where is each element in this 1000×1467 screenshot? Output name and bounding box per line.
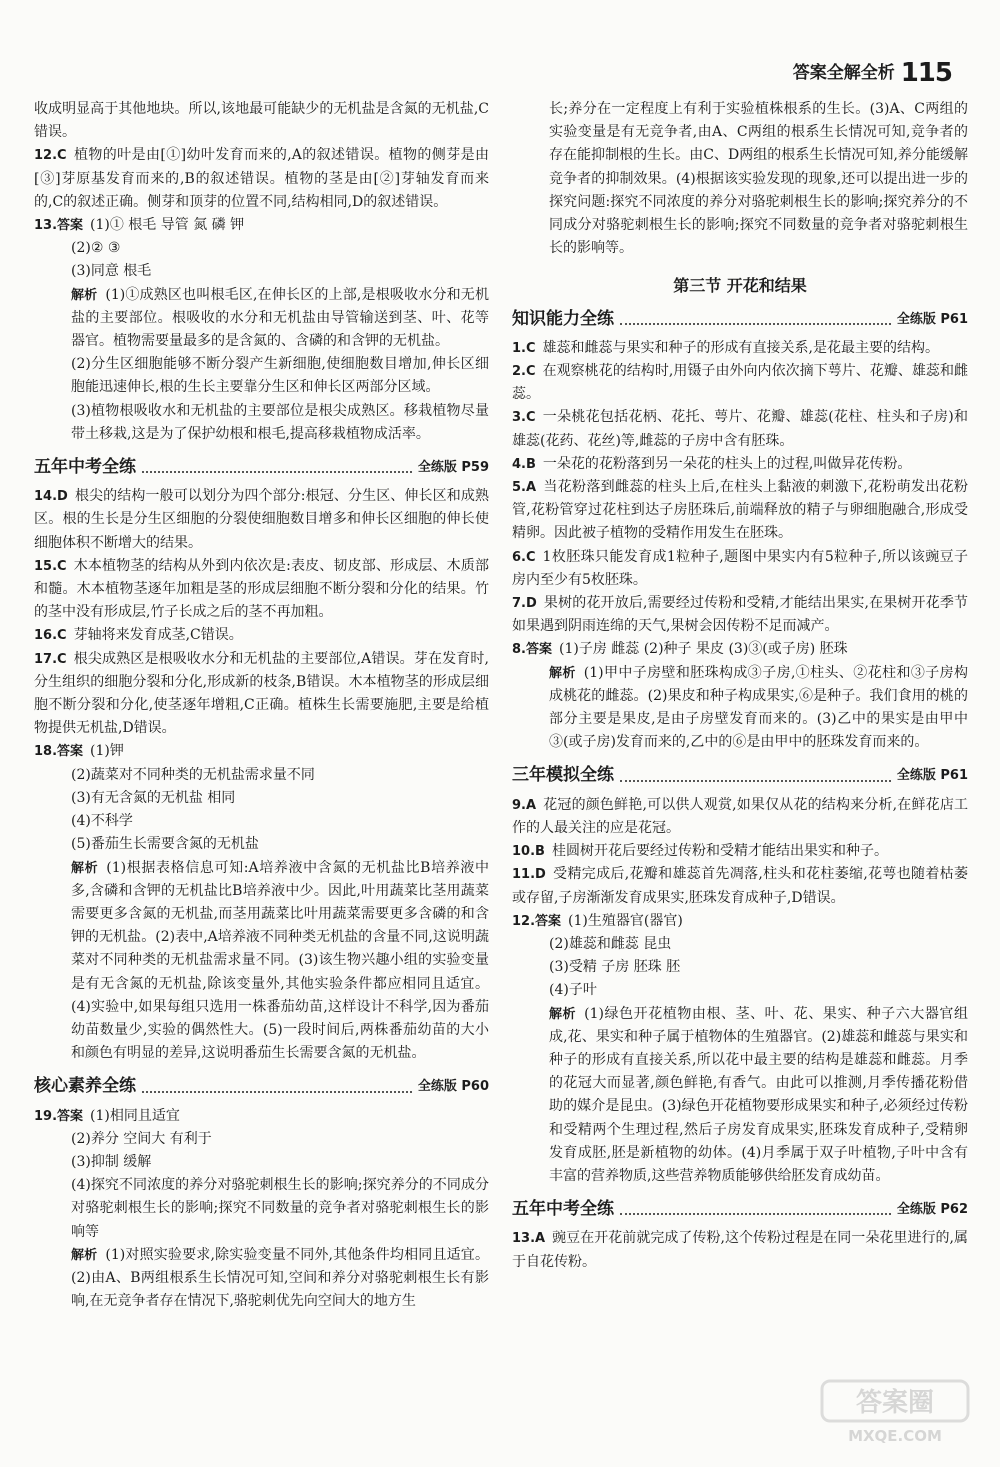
answer-7: 7.D 果树的花开放后,需要经过传粉和受精,才能结出果实,在果树开花季节如果遇到阴雨连绵的天气,果树会因传粉不足而减产。	[512, 595, 968, 635]
section-version: 全练版 P59	[417, 460, 489, 476]
answer-12	[34, 144, 489, 214]
explanation-part: (3)植物根吸收水和无机盐的主要部位是根尖成熟区。移栽植物尽量带土移栽,这是为了保护幼根和根毛,提高移栽植物成活率。	[71, 402, 489, 442]
leader-dots	[620, 323, 891, 325]
section-header	[34, 1075, 489, 1098]
answer-6: 6.C 1枚胚珠只能发育成1粒种子,题图中果实内有5粒种子,所以该豌豆子房内至少有5枚胚珠。	[512, 548, 968, 588]
chapter-subtitle: 第三节 开花和结果	[673, 276, 807, 296]
section-version: 全练版 P61	[896, 768, 968, 784]
answer-19: 19.答案 (1)相同且适宜 (2)养分 空间大 有利于 (3)抑制 缓解 (4)探究不同浓度的养分对骆驼刺根生长的影响;探究养分的不同成分对骆驼刺根生长的影响;探究不同数量的竞争者对骆驼刺根生长的影响等 解析 (1)对照实验要求,除实验变量不同外,其他条件均相同且适宜。(2)由A、B两组根系生长情况可知,空间和养分对骆驼刺根生长有影响,在无竞争者存在情况下,骆驼刺优先向空间大的地方生	[34, 1105, 489, 1314]
answer-1: 1.C 雄蕊和雌蕊与果实和种子的形成有直接关系,是花最主要的结构。	[512, 339, 939, 356]
answer-4: 4.B 一朵花的花粉落到另一朵花的柱头上的过程,叫做异花传粉。	[512, 455, 912, 472]
section-title: 五年中考全练	[512, 1199, 614, 1220]
section-header	[512, 764, 968, 787]
watermark-line1: 答案圈	[855, 1388, 935, 1418]
answer-8: 8.答案 (1)子房 雌蕊 (2)种子 果皮 (3)③(或子房) 胚珠 解析 (1)甲中子房壁和胚珠构成③子房,①柱头、②花柱和③子房构成桃花的雌蕊。(2)果皮和种子构成果实,⑥是种子。我们食用的桃的部分主要是果皮,是由子房壁发育而来的。(3)乙中的果实是由甲中③(或子房)发育而来的,乙中的⑥是由甲中的胚珠发育而来的。	[512, 638, 968, 754]
leader-dots	[620, 1213, 891, 1215]
continued-paragraph: 收成明显高于其他地块。所以,该地最可能缺少的无机盐是含氮的无机盐,C错误。	[34, 101, 489, 141]
left-column	[34, 98, 489, 1313]
leader-dots	[620, 780, 891, 782]
section-title: 核心素养全练	[34, 1076, 136, 1097]
explanation: 解析 (1)甲中子房壁和胚珠构成③子房,①柱头、②花柱和③子房构成桃花的雌蕊。(2)果皮和种子构成果实,⑥是种子。我们食用的桃的部分主要是果皮,是由子房壁发育而来的。(3)乙中的果实是由甲中③(或子房)发育而来的,乙中的⑥是由甲中的胚珠发育而来的。	[549, 664, 968, 751]
answer-line: (3)同意 根毛	[71, 263, 152, 280]
watermark-line2: MXQE.COM	[848, 1427, 942, 1445]
explanation-part: (2)分生区细胞能够不断分裂产生新细胞,使细胞数目增加,伸长区细胞能迅速伸长,根的生长主要靠分生区和伸长区两部分区域。	[71, 356, 489, 396]
answer-10: 10.B 桂圆树开花后要经过传粉和受精才能结出果实和种子。	[512, 843, 888, 860]
watermark-logo	[820, 1379, 970, 1449]
answer-3: 3.C 一朵桃花包括花柄、花托、萼片、花瓣、雄蕊(花柱、柱头和子房)和雄蕊(花药、花丝)等,雌蕊的子房中含有胚珠。	[512, 409, 968, 449]
page-header	[793, 56, 952, 92]
answer-16: 16.C 芽轴将来发育成茎,C错误。	[34, 627, 243, 644]
section-version: 全练版 P62	[896, 1202, 968, 1218]
continued-paragraph: 长;养分在一定程度上有利于实验植株根系的生长。(3)A、C两组的实验变量是有无竞争者,由A、C两组的根系生长情况可知,竞争者的存在能抑制根的生长。由C、D两组的根系生长情况可知,养分能缓解竞争者的抑制效果。(4)根据该实验发现的现象,还可以提出进一步的探究问题:探究不同浓度的养分对骆驼刺根生长的影响;探究养分的不同成分对骆驼刺根生长的影响;探究不同数量的竞争者对骆驼刺根生长的影响等。	[549, 101, 968, 257]
answer-17: 17.C 根尖成熟区是根吸收水分和无机盐的主要部位,A错误。芽在发育时,分生组织的细胞分裂和分化,形成新的枝条,B错误。木本植物茎的形成层细胞不断分裂和分化,使茎逐年增粗,C正确。植株生长需要施肥,主要是给植物提供无机盐,D错误。	[34, 650, 489, 737]
page-number: 115	[900, 58, 952, 89]
answer-15: 15.C 木本植物茎的结构从外到内依次是:表皮、韧皮部、形成层、木质部和髓。木本植物茎逐年加粗是茎的形成层细胞不断分裂和分化的结果。竹的茎中没有形成层,竹子长成之后的茎不再加粗。	[34, 557, 489, 621]
answer-number: 12.C	[34, 148, 67, 164]
answer-line: (1)① 根毛 导管 氮 磷 钾	[90, 217, 245, 234]
explanation: 解析 (1)①成熟区也叫根毛区,在伸长区的上部,是根吸收水分和无机盐的主要部位。根吸收的水分和无机盐由导管输送到茎、叶、花等器官。植物需要量最多的是含氮的、含磷的和含钾的无机盐。	[71, 286, 489, 350]
answer-18: 18.答案 (1)钾 (2)蔬菜对不同种类的无机盐需求量不同 (3)有无含氮的无机盐 相同 (4)不科学 (5)番茄生长需要含氮的无机盐 解析 (1)根据表格信息可知:A培养液中含氮的无机盐比B培养液中多,含磷和含钾的无机盐比B培养液中少。因此,叶用蔬菜比茎用蔬菜需要更多含氮的无机盐,而茎用蔬菜比叶用蔬菜需要更多含磷的和含钾的无机盐。(2)表中,A培养液不同种类无机盐的含量不同,这说明蔬菜对不同种类的无机盐需求量不同。(3)该生物兴趣小组的实验变量是有无含氮的无机盐,除该变量外,其他实验条件都应相同且适宜。(4)实验中,如果每组只选用一株番茄幼苗,这样设计不科学,因为番茄幼苗数量少,实验的偶然性大。(5)一段时间后,两株番茄幼苗的大小和颜色有明显的差异,这说明番茄生长需要含氮的无机盐。	[34, 740, 489, 1065]
answer-line: (2)② ③	[71, 240, 121, 257]
explanation: 解析 (1)对照实验要求,除实验变量不同外,其他条件均相同且适宜。(2)由A、B两组根系生长情况可知,空间和养分对骆驼刺根生长有影响,在无竞争者存在情况下,骆驼刺优先向空间大的地方生	[71, 1246, 489, 1310]
explanation: 解析 (1)根据表格信息可知:A培养液中含氮的无机盐比B培养液中多,含磷和含钾的无机盐比B培养液中少。因此,叶用蔬菜比茎用蔬菜需要更多含氮的无机盐,而茎用蔬菜比叶用蔬菜需要更多含磷的和含钾的无机盐。(2)表中,A培养液不同种类无机盐的含量不同,这说明蔬菜对不同种类的无机盐需求量不同。(3)该生物兴趣小组的实验变量是有无含氮的无机盐,除该变量外,其他实验条件都应相同且适宜。(4)实验中,如果每组只选用一株番茄幼苗,这样设计不科学,因为番茄幼苗数量少,实验的偶然性大。(5)一段时间后,两株番茄幼苗的大小和颜色有明显的差异,这说明番茄生长需要含氮的无机盐。	[71, 859, 489, 1062]
answer-2: 2.C 在观察桃花的结构时,用镊子由外向内依次摘下萼片、花瓣、雄蕊和雌蕊。	[512, 363, 968, 403]
section-title: 三年模拟全练	[512, 765, 614, 786]
section-header	[512, 308, 968, 331]
section-version: 全练版 P60	[417, 1079, 489, 1095]
answer-14: 14.D 根尖的结构一般可以划分为四个部分:根冠、分生区、伸长区和成熟区。根的生长是分生区细胞的分裂使细胞数目增多和伸长区细胞的伸长使细胞体积不断增大的结果。	[34, 488, 489, 551]
answer-text: 植物的叶是由[①]幼叶发育而来的,A的叙述错误。植物的侧芽是由[③]芽原基发育而来的,B的叙述错误。植物的茎是由[②]芽轴发育而来的,C的叙述正确。侧芽和顶芽的位置不同,结构相同,D的叙述错误。	[34, 147, 489, 210]
section-header	[512, 1198, 968, 1221]
answer-13	[34, 214, 489, 446]
section-title: 知识能力全练	[512, 308, 614, 329]
answer-5: 5.A 当花粉落到雌蕊的柱头上后,在柱头上黏液的刺激下,花粉萌发出花粉管,花粉管穿过花柱到达子房胚珠后,前端释放的精子与卵细胞融合,形成受精卵。因此被子植物的受精作用发生在胚珠。	[512, 479, 968, 542]
answer-number: 13.答案	[34, 218, 84, 234]
explanation: 解析 (1)绿色开花植物由根、茎、叶、花、果实、种子六大器官组成,花、果实和种子属于植物体的生殖器官。(2)雄蕊和雌蕊与果实和种子的形成有直接关系,所以花中最主要的结构是雄蕊和雌蕊。月季的花冠大而显著,颜色鲜艳,有香气。由此可以推测,月季传播花粉借助的媒介是昆虫。(3)绿色开花植物要形成果实和种子,必须经过传粉和受精两个生理过程,然后子房发育成果实,胚珠发育成种子,受精卵发育成胚,胚是新植物的幼体。(4)月季属于双子叶植物,子叶中含有丰富的营养物质,这些营养物质能够供给胚发育成幼苗。	[549, 1005, 968, 1184]
answer-11: 11.D 受精完成后,花瓣和雄蕊首先凋落,柱头和花柱萎缩,花萼也随着枯萎或存留,子房渐渐发育成果实,胚珠发育成种子,D错误。	[512, 866, 968, 906]
answer-9: 9.A 花冠的颜色鲜艳,可以供人观赏,如果仅从花的结构来分析,在鲜花店工作的人最关注的应是花冠。	[512, 796, 968, 836]
leader-dots	[142, 1091, 412, 1093]
section-title: 五年中考全练	[34, 457, 136, 478]
answer-12: 12.答案 (1)生殖器官(器官) (2)雄蕊和雌蕊 昆虫 (3)受精 子房 胚珠 胚 (4)子叶 解析 (1)绿色开花植物由根、茎、叶、花、果实、种子六大器官组成,花、果实和种子属于植物体的生殖器官。(2)雄蕊和雌蕊与果实和种子的形成有直接关系,所以花中最主要的结构是雄蕊和雌蕊。月季的花冠大而显著,颜色鲜艳,有香气。由此可以推测,月季传播花粉借助的媒介是昆虫。(3)绿色开花植物要形成果实和种子,必须经过传粉和受精两个生理过程,然后子房发育成果实,胚珠发育成种子,受精卵发育成胚,胚是新植物的幼体。(4)月季属于双子叶植物,子叶中含有丰富的营养物质,这些营养物质能够供给胚发育成幼苗。	[512, 910, 968, 1188]
explanation-label: 解析	[71, 287, 98, 303]
leader-dots	[142, 471, 412, 473]
section-header	[34, 456, 489, 479]
right-column	[512, 98, 968, 1274]
answer-13: 13.A 豌豆在开花前就完成了传粉,这个传粉过程是在同一朵花里进行的,属于自花传粉。	[512, 1230, 968, 1270]
section-version: 全练版 P61	[896, 311, 968, 327]
header-title: 答案全解全析	[792, 63, 895, 84]
